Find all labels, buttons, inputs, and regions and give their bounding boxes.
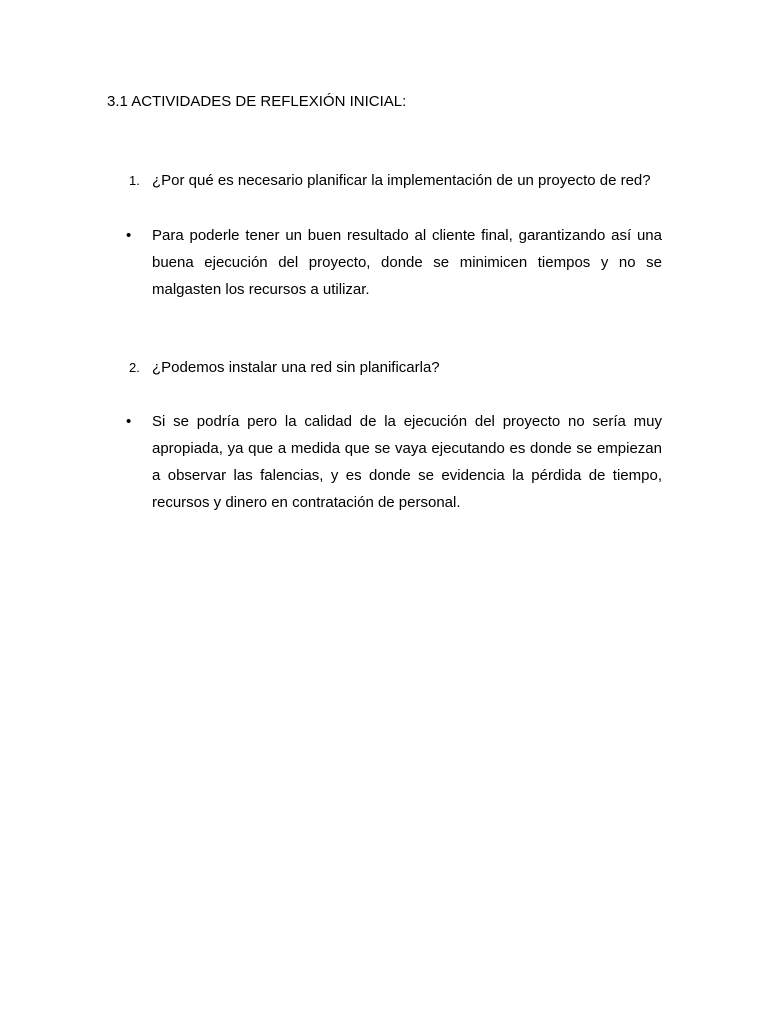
question-1: [129, 171, 689, 191]
section-heading: 3.1 ACTIVIDADES DE REFLEXIÓN INICIAL:: [107, 93, 407, 110]
question-1-text: ¿Por qué es necesario planificar la implementación de un proyecto de red?: [152, 172, 651, 189]
bullet-icon: •: [126, 227, 132, 244]
question-2-text: ¿Podemos instalar una red sin planificarla?: [152, 359, 440, 376]
question-2: [129, 358, 689, 378]
question-2-number: 2.: [129, 360, 140, 375]
answer-1-text: Para poderle tener un buen resultado al cliente final, garantizando así una buena ejecución del proyecto, donde se minimicen tiempos y no se malgasten los recursos a utilizar.: [152, 227, 662, 298]
question-1-number: 1.: [129, 173, 140, 188]
bullet-icon: •: [126, 413, 132, 430]
answer-2-text: Si se podría pero la calidad de la ejecución del proyecto no sería muy apropiada, ya que a medida que se vaya ejecutando es donde se empiezan a observar las falencias, y es donde se evidencia la pérdida de tiempo, recursos y dinero en contratación de personal.: [152, 413, 662, 511]
